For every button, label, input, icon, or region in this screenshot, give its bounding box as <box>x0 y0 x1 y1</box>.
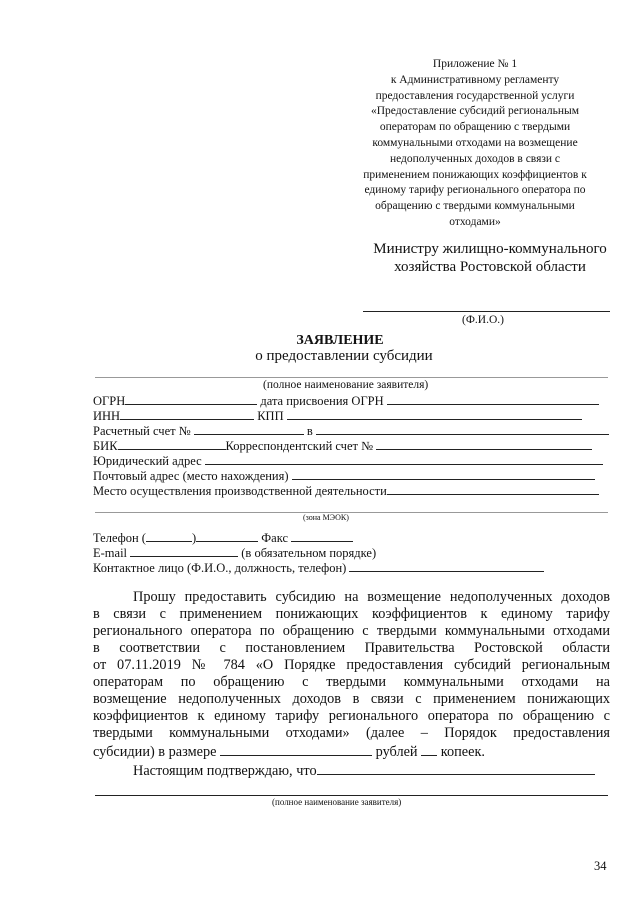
ogrn-input[interactable] <box>125 393 257 405</box>
body-paragraph <box>93 589 610 780</box>
confirm-input[interactable] <box>317 761 595 775</box>
phone-input[interactable] <box>196 530 258 542</box>
bik-label: БИК <box>93 439 118 453</box>
amount-prefix: субсидии) в размере <box>93 744 217 760</box>
account-input[interactable] <box>194 423 304 435</box>
body-first-line: Прошу предоставить субсидию на возмещение недополученных доходов <box>133 589 610 605</box>
inn-label: ИНН <box>93 409 121 423</box>
form-row-legal-address <box>93 453 603 468</box>
email-note: (в обязательном порядке) <box>241 546 377 560</box>
activity-place-label: Место осуществления производственной деятельности <box>93 484 387 498</box>
confirm-line <box>93 761 610 780</box>
applicant-name-line[interactable] <box>95 377 608 378</box>
ogrn-date-label: дата присвоения ОГРН <box>260 394 384 408</box>
account-label: Расчетный счет № <box>93 424 191 438</box>
appendix-line: коммунальными отходами на возмещение <box>372 136 578 149</box>
bottom-applicant-line[interactable] <box>95 795 608 796</box>
activity-place-input[interactable] <box>387 483 599 495</box>
phone-label: Телефон ( <box>93 531 146 545</box>
appendix-line: Приложение № 1 <box>432 58 518 70</box>
postal-address-label: Почтовый адрес (место нахождения) <box>93 469 289 483</box>
bottom-applicant-caption: (полное наименование заявителя) <box>272 797 402 807</box>
kpp-label: КПП <box>257 409 284 423</box>
body-line: в соответствии с постановлением Правительства Ростовской области <box>93 640 610 656</box>
inn-input[interactable] <box>120 408 254 420</box>
appendix-line: отходами» <box>449 215 501 228</box>
amount-kop-input[interactable] <box>421 742 437 756</box>
legal-address-input[interactable] <box>205 453 603 465</box>
form-row-contact <box>93 560 544 575</box>
contact-input[interactable] <box>349 560 544 572</box>
phone-close: ) <box>191 531 197 545</box>
fio-caption: (Ф.И.О.) <box>462 314 504 326</box>
body-line: операторам по обращению с твердыми коммунальными отходами на <box>93 674 610 690</box>
body-line: в связи с применением понижающих коэффициентов к единому тарифу <box>93 606 610 622</box>
zone-line[interactable] <box>95 512 608 513</box>
kpp-input[interactable] <box>287 408 582 420</box>
fax-input[interactable] <box>291 530 353 542</box>
appendix-line: единому тарифу регионального оператора по <box>364 184 586 197</box>
body-line: регионального оператора по обращению с твердыми коммунальными отходами <box>93 623 610 639</box>
amount-rub-label: рублей <box>375 744 418 760</box>
addressee-line2: хозяйства Ростовской области <box>394 259 586 275</box>
corr-account-label: Корреспондентский счет № <box>225 439 374 453</box>
body-line: от 07.11.2019 № 784 «О Порядке предоставления субсидий региональным <box>93 657 610 673</box>
postal-address-input[interactable] <box>292 468 595 480</box>
form-row-inn <box>93 408 582 423</box>
form-row-phone <box>93 530 353 545</box>
corr-account-input[interactable] <box>376 438 592 450</box>
bik-input[interactable] <box>118 438 226 450</box>
ogrn-date-input[interactable] <box>387 393 599 405</box>
body-line: возмещение недополученных доходов в связи с применением понижающих <box>93 691 610 707</box>
ogrn-label: ОГРН <box>93 394 126 408</box>
in-label: в <box>306 424 313 438</box>
bank-input[interactable] <box>316 423 609 435</box>
body-line: твердыми коммунальными отходами» (далее – Порядок предоставления <box>93 725 610 741</box>
email-label: E-mail <box>93 546 128 560</box>
fax-label: Факс <box>261 531 289 545</box>
amount-kop-label: копеек. <box>440 744 485 760</box>
confirm-text: Настоящим подтверждаю, что <box>133 763 317 779</box>
legal-address-label: Юридический адрес <box>93 454 202 468</box>
form-row-email <box>93 545 376 560</box>
form-row-ogrn <box>93 393 599 408</box>
amount-rub-input[interactable] <box>220 742 372 756</box>
body-line: коэффициентов к единому тарифу регионального оператора по обращению с <box>93 708 610 724</box>
document-title: ЗАЯВЛЕНИЕ <box>296 333 384 348</box>
contact-label: Контактное лицо (Ф.И.О., должность, телефон) <box>93 561 347 575</box>
addressee-line1: Министру жилищно-коммунального <box>373 241 607 257</box>
form-row-activity-place <box>93 483 599 498</box>
appendix-line: недополученных доходов в связи с <box>389 152 561 165</box>
addressee-block <box>355 240 625 276</box>
appendix-block <box>340 57 610 231</box>
amount-line <box>93 742 610 761</box>
fio-line[interactable] <box>363 311 610 312</box>
appendix-line: «Предоставление субсидий региональным <box>370 105 580 118</box>
applicant-caption: (полное наименование заявителя) <box>263 379 429 391</box>
zone-caption: (зона МЭОК) <box>303 513 349 522</box>
appendix-line: предоставления государственной услуги <box>375 89 575 102</box>
document-subtitle: о предоставлении субсидии <box>255 348 433 364</box>
appendix-line: к Административному регламенту <box>390 73 560 86</box>
form-row-account <box>93 423 609 438</box>
form-row-postal-address <box>93 468 595 483</box>
page-number: 34 <box>594 859 607 873</box>
phone-code-input[interactable] <box>146 530 192 542</box>
email-input[interactable] <box>130 545 238 557</box>
form-row-bik <box>93 438 592 453</box>
appendix-line: обращению с твердыми коммунальными <box>375 200 575 213</box>
appendix-line: операторам по обращению с твердыми <box>379 121 571 134</box>
appendix-line: применением понижающих коэффициентов к <box>363 168 587 181</box>
